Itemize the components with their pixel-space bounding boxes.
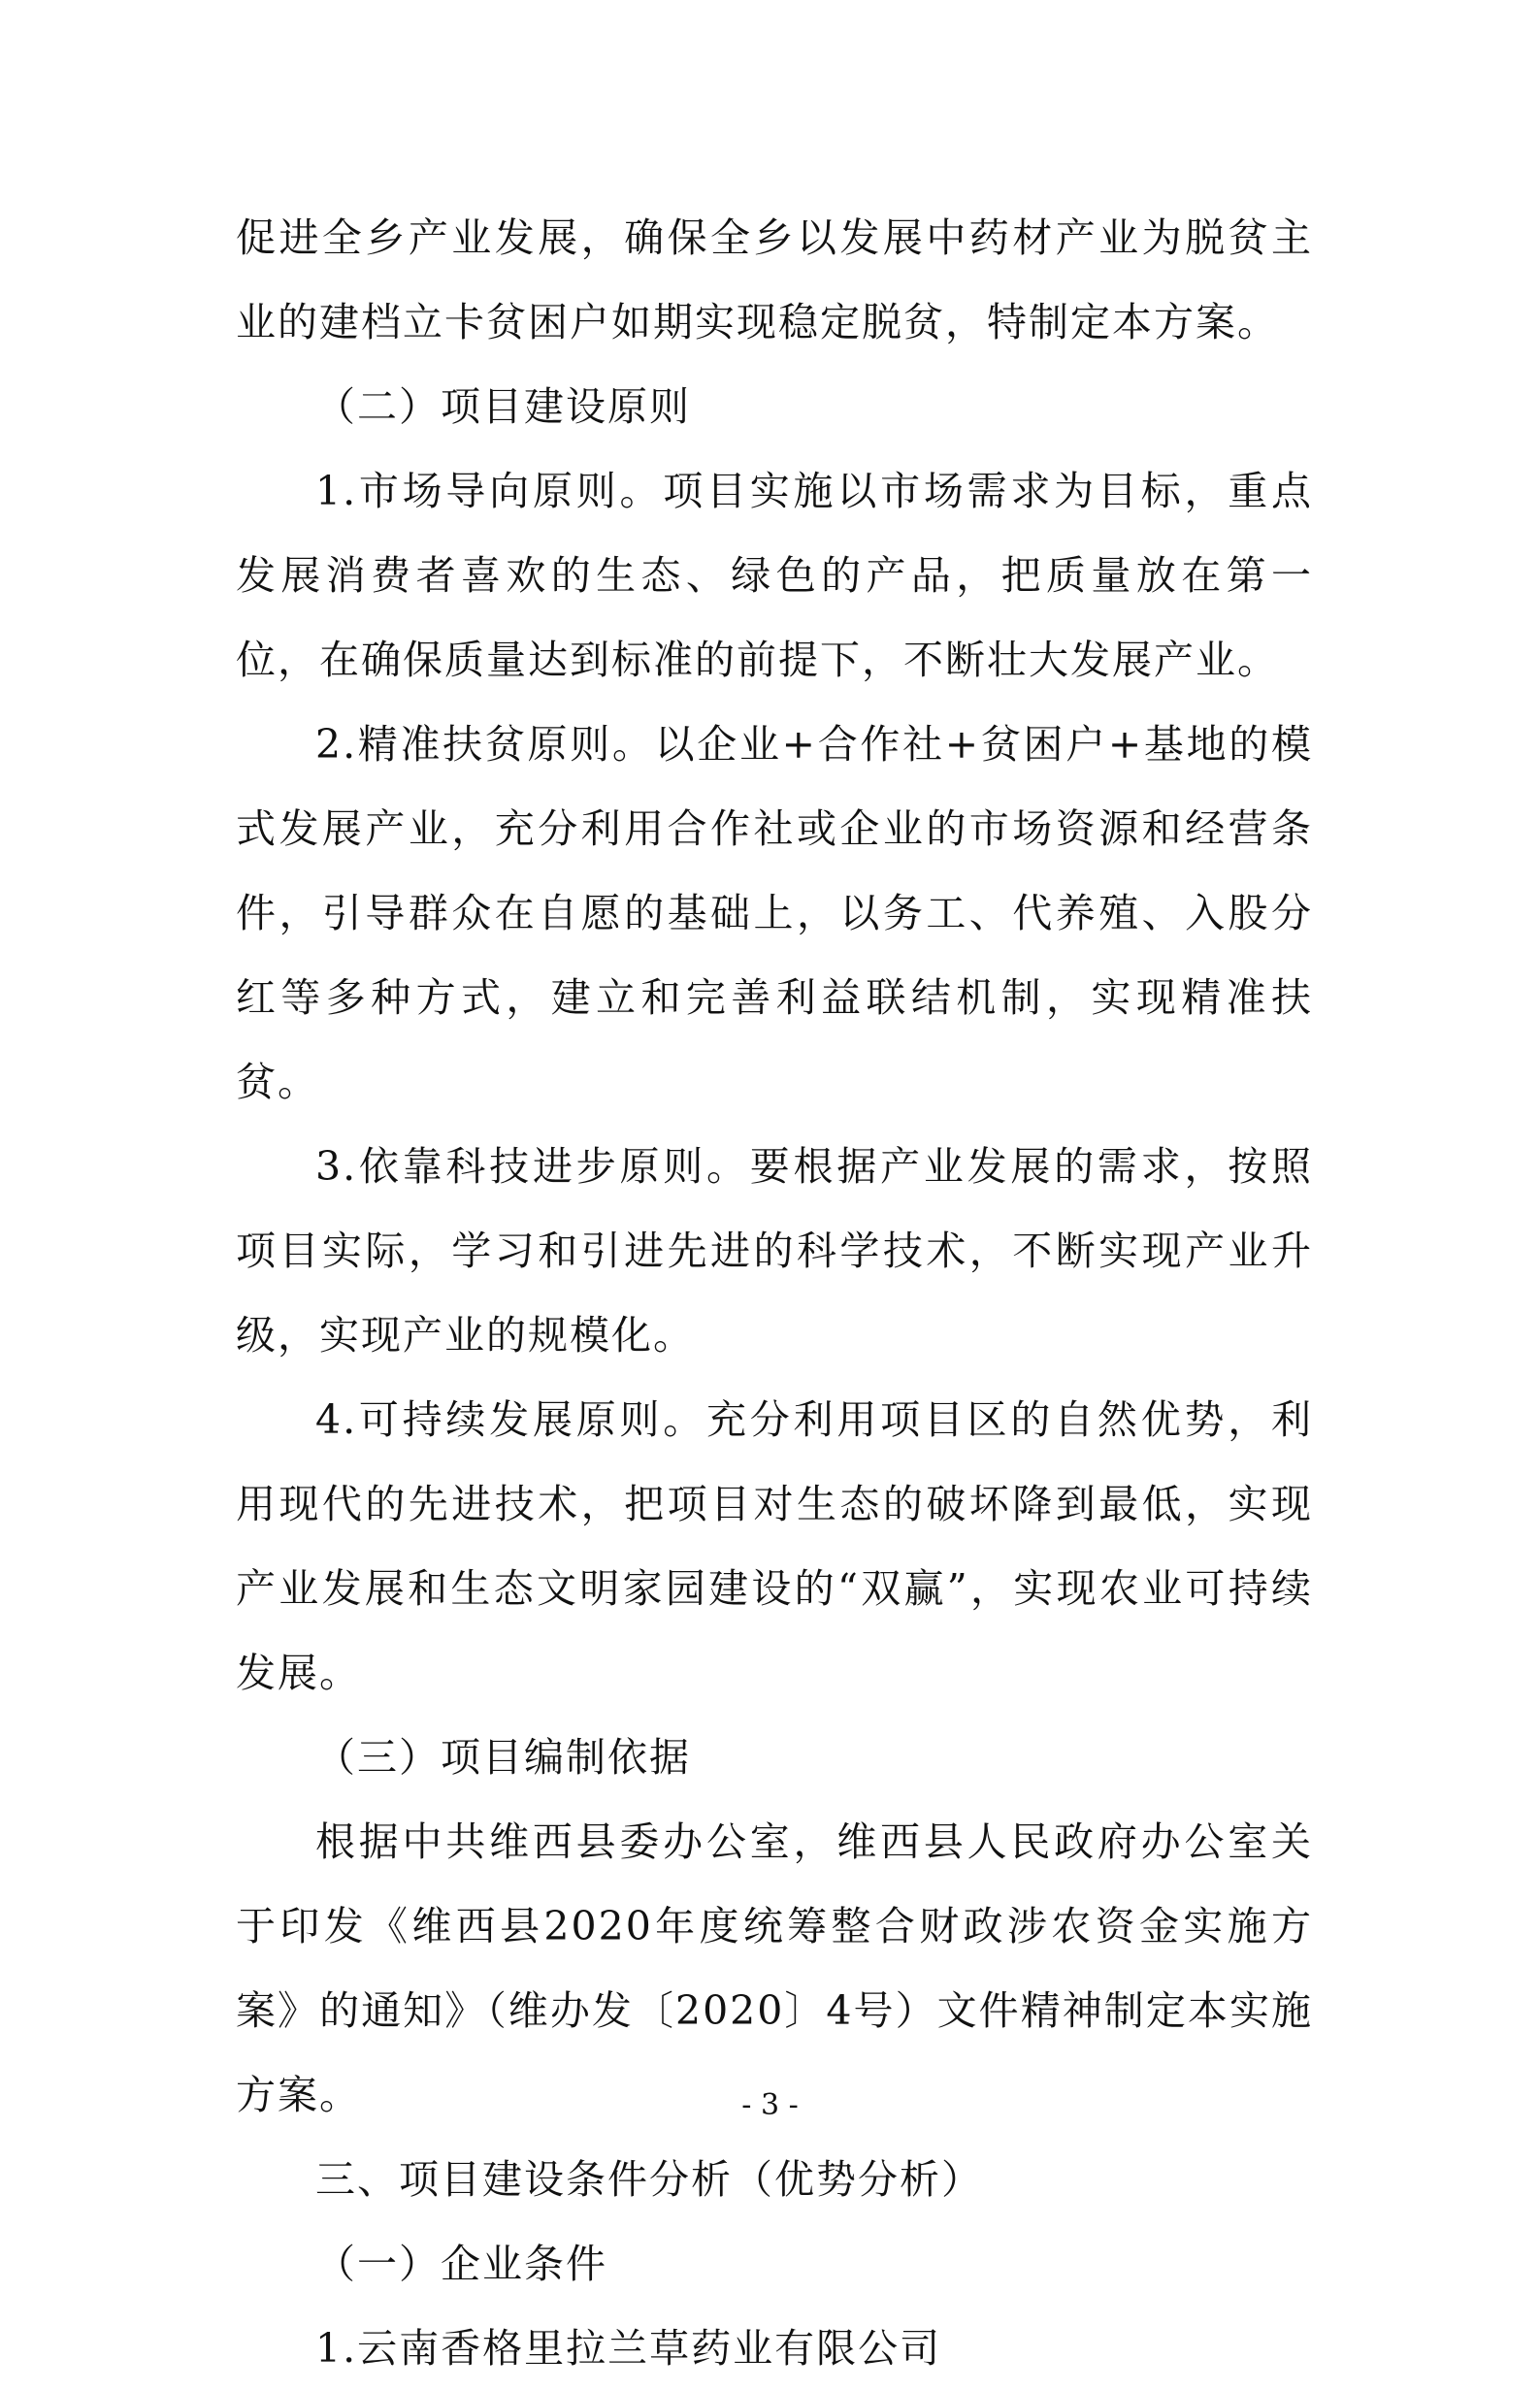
section-heading-condition-analysis: 三、项目建设条件分析（优势分析） (315, 2156, 983, 2203)
paragraph-technology-progress: 3.依靠科技进步原则。要根据产业发展的需求，按照项目实际，学习和引进先进的科学技术，不断实现产业升级，实现产业的规模化。 (236, 1143, 1313, 1359)
paragraph-market-orientation: 1.市场导向原则。项目实施以市场需求为目标，重点发展消费者喜欢的生态、绿色的产品，把质量放在第一位，在确保质量达到标准的前提下，不断壮大发展产业。 (236, 468, 1313, 683)
document-body (236, 196, 1313, 2391)
section-heading-enterprise-conditions: （一）企业条件 (315, 2241, 607, 2287)
continuation-paragraph: 促进全乡产业发展，确保全乡以发展中药材产业为脱贫主业的建档立卡贫困户如期实现稳定脱贫，特制定本方案。 (236, 214, 1313, 345)
paragraph-compilation-basis: 根据中共维西县委办公室，维西县人民政府办公室关于印发《维西县2020年度统筹整合财政涉农资金实施方案》的通知》（维办发〔2020〕4号）文件精神制定本实施方案。 (236, 1818, 1313, 2118)
paragraph-targeted-poverty-alleviation: 2.精准扶贫原则。以企业+合作社+贫困户+基地的模式发展产业，充分利用合作社或企业的市场资源和经营条件，引导群众在自愿的基础上，以务工、代养殖、入股分红等多种方式，建立和完善利益联结机制，实现精准扶贫。 (236, 721, 1313, 1105)
section-heading-construction-principles: （二）项目建设原则 (315, 383, 691, 430)
paragraph-sustainable-development: 4.可持续发展原则。充分利用项目区的自然优势，利用现代的先进技术，把项目对生态的破坏降到最低，实现产业发展和生态文明家园建设的“双赢”，实现农业可持续发展。 (236, 1396, 1313, 1696)
section-heading-compilation-basis: （三）项目编制依据 (315, 1734, 691, 1781)
section-heading-company-name: 1.云南香格里拉兰草药业有限公司 (315, 2325, 942, 2372)
page-number: - 3 - (741, 2088, 799, 2122)
